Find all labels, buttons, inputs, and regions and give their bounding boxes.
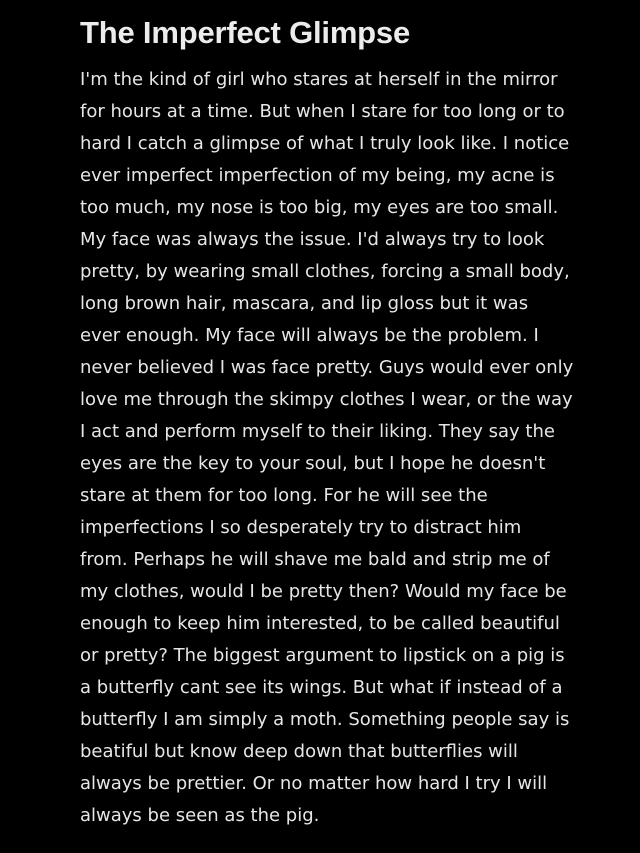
note-line: enough to keep him interested, to be called beautiful [80, 613, 560, 634]
note-line: ever enough. My face will always be the problem. I [80, 325, 539, 346]
note-line: a butterfly cant see its wings. But what if instead of a [80, 677, 563, 698]
note-line: pretty, by wearing small clothes, forcing a small body, [80, 261, 570, 282]
note-body [80, 64, 600, 832]
note-line: love me through the skimpy clothes I wear, or the way [80, 389, 573, 410]
note-title: The Imperfect Glimpse [80, 15, 411, 50]
note-line: for hours at a time. But when I stare for too long or to [80, 101, 565, 122]
note-line: too much, my nose is too big, my eyes are too small. [80, 197, 559, 218]
note-line: I act and perform myself to their liking. They say the [80, 421, 555, 442]
note-line: ever imperfect imperfection of my being, my acne is [80, 165, 555, 186]
note-line: stare at them for too long. For he will see the [80, 485, 488, 506]
note-line: beatiful but know deep down that butterflies will [80, 741, 518, 762]
note-line: I'm the kind of girl who stares at herself in the mirror [80, 69, 558, 90]
note-line: hard I catch a glimpse of what I truly look like. I notice [80, 133, 570, 154]
note-line: imperfections I so desperately try to distract him [80, 517, 522, 538]
note-line: never believed I was face pretty. Guys would ever only [80, 357, 574, 378]
note-line: from. Perhaps he will shave me bald and strip me of [80, 549, 550, 570]
note-line: always be prettier. Or no matter how hard I try I will [80, 773, 548, 794]
note-line: butterfly I am simply a moth. Something people say is [80, 709, 570, 730]
note-line: My face was always the issue. I'd always try to look [80, 229, 545, 250]
note-line: or pretty? The biggest argument to lipstick on a pig is [80, 645, 565, 666]
note-line: eyes are the key to your soul, but I hope he doesn't [80, 453, 546, 474]
note-line: always be seen as the pig. [80, 805, 320, 826]
note-line: long brown hair, mascara, and lip gloss but it was [80, 293, 529, 314]
note-line: my clothes, would I be pretty then? Would my face be [80, 581, 567, 602]
